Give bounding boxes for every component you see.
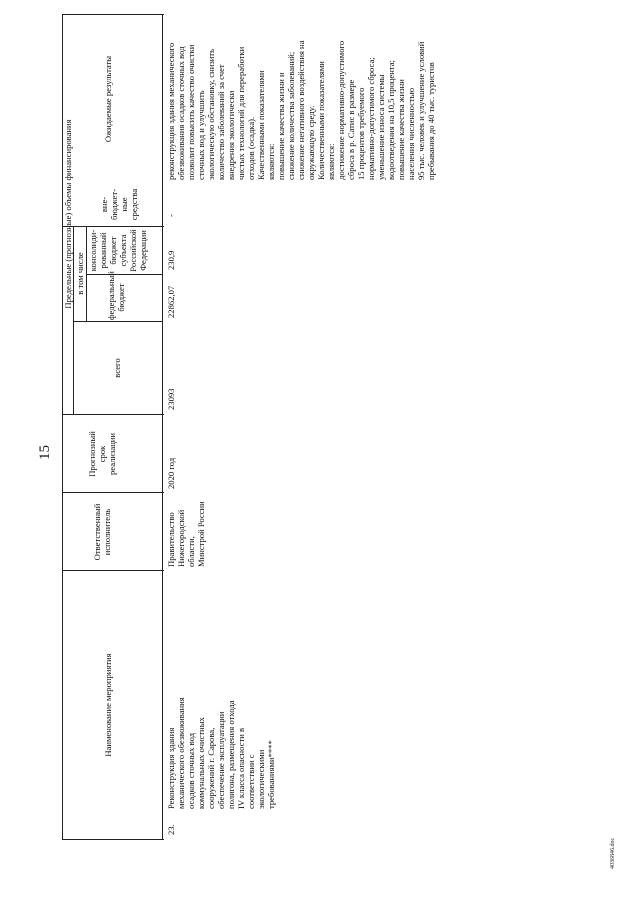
row-regional: 230,9 — [166, 250, 176, 270]
row-results-line: Качественными показателями — [256, 70, 266, 180]
row-results-line: чистых технологий для переработки — [236, 46, 246, 180]
row-name-line: IV класса опасности в — [236, 727, 246, 809]
header-incl: в том числе — [75, 252, 85, 295]
row-executor-line: Правительство — [166, 512, 176, 567]
header-extra-3: ные — [119, 197, 129, 212]
row-results-line: обезвоживания осадков сточных вод — [176, 46, 186, 180]
grid-col2 — [62, 570, 164, 571]
row-executor-line: Минстрой России — [196, 501, 206, 567]
page-number: 15 — [37, 445, 53, 460]
row-name-line: полигона, размещения отхода — [226, 700, 236, 809]
row-executor-line: Нижегородской — [176, 509, 186, 567]
row-results-line: сброса в р. Сатис в размере — [346, 79, 356, 180]
row-results-line: уменьшение износа системы — [376, 74, 386, 180]
row-results-line: реконструкция здания механического — [166, 42, 176, 180]
row-term: 2020 год — [166, 457, 176, 489]
row-name-line: экологическими — [256, 749, 266, 809]
row-name-line: соответствии с — [246, 754, 256, 809]
row-name-line: осадков сточных вод — [186, 733, 196, 809]
header-federal-2: бюджет — [116, 283, 126, 312]
row-results-line: снижение негативного воздействия на — [296, 40, 306, 180]
grid-left — [62, 839, 164, 840]
document-id: 4036846.doc — [610, 837, 616, 869]
grid-col4 — [62, 414, 164, 415]
header-executor-1: Ответственный — [92, 503, 102, 561]
row-results-line: сточных вод и улучшить — [196, 90, 206, 180]
row-results-line: населения численностью — [406, 87, 416, 180]
row-results-line: внедрения экологически — [226, 90, 236, 180]
row-results-line: количество заболеваний за счет — [216, 64, 226, 180]
header-funding: Предельные (прогнозные) объемы финансирования — [63, 119, 73, 309]
header-regional-3: бюджет — [108, 236, 118, 265]
row-name-line: обеспечение эксплуатации — [216, 711, 226, 809]
row-results-line: водоотведения на 10,5 процента; — [386, 60, 396, 180]
header-term-2: срок — [97, 445, 107, 463]
row-results-line: нормативно-допустимого сброса; — [366, 57, 376, 180]
header-term-3: реализации — [107, 433, 117, 475]
row-results-line: Количественными показателями — [316, 61, 326, 180]
row-results-line: являются: — [266, 143, 276, 180]
header-regional-1: консолиди- — [88, 229, 98, 272]
header-regional-2: рованный — [98, 232, 108, 269]
row-results-line: отходов (осадка). — [246, 116, 256, 180]
table-header-bottom-border — [162, 15, 163, 840]
row-executor-line: области, — [186, 536, 196, 567]
header-name: Наименование мероприятия — [103, 653, 113, 757]
header-term-1: Прогнозный — [87, 431, 97, 477]
header-extra-4: средства — [129, 188, 139, 221]
row-name-line: сооружений г. Сарова, — [206, 727, 216, 809]
row-results-line: 95 тыс. человек и улучшение условий — [416, 41, 426, 180]
row-results-line: 15 процентов требуемого — [356, 87, 366, 180]
row-extra: - — [166, 214, 176, 217]
row-results-line: позволит повысить качество очистки — [186, 44, 196, 180]
header-total: всего — [112, 358, 122, 378]
row-results-line: пребывания до 40 тыс. туристов — [426, 62, 436, 180]
header-extra-2: бюджет- — [109, 189, 119, 220]
row-name-line: механического обезвоживания — [176, 697, 186, 809]
row-name-line: требованиями**** — [266, 740, 276, 809]
row-results-line: экологическую обстановку, снизить — [206, 49, 216, 180]
header-regional-5: Российской — [128, 229, 138, 272]
row-results-line: достижение нормативно-допустимого — [336, 40, 346, 180]
header-regional-6: Федерации — [138, 230, 148, 271]
row-results-line: окружающую среду. — [306, 105, 316, 180]
header-executor-2: исполнитель — [102, 508, 112, 556]
row-results-line: повышение качества жизни и — [276, 72, 286, 180]
grid-col5 — [73, 321, 163, 322]
row-total: 23093 — [166, 388, 176, 410]
header-federal-1: федеральный — [106, 271, 116, 320]
row-results-line: снижение количества заболеваний; — [286, 51, 296, 180]
row-name-line: коммунальных очистных — [196, 717, 206, 809]
grid-col3 — [62, 492, 164, 493]
row-name-line: Реконструкция здания — [166, 727, 176, 809]
header-results: Ожидаемые результаты — [103, 55, 113, 143]
row-results-line: являются: — [326, 143, 336, 180]
row-number: 23. — [166, 824, 176, 835]
row-results-line: повышение качества жизни — [396, 79, 406, 180]
header-extra-1: вне- — [99, 196, 109, 213]
header-regional-4: субъекта — [118, 234, 128, 267]
row-federal: 22862,07 — [166, 285, 176, 318]
